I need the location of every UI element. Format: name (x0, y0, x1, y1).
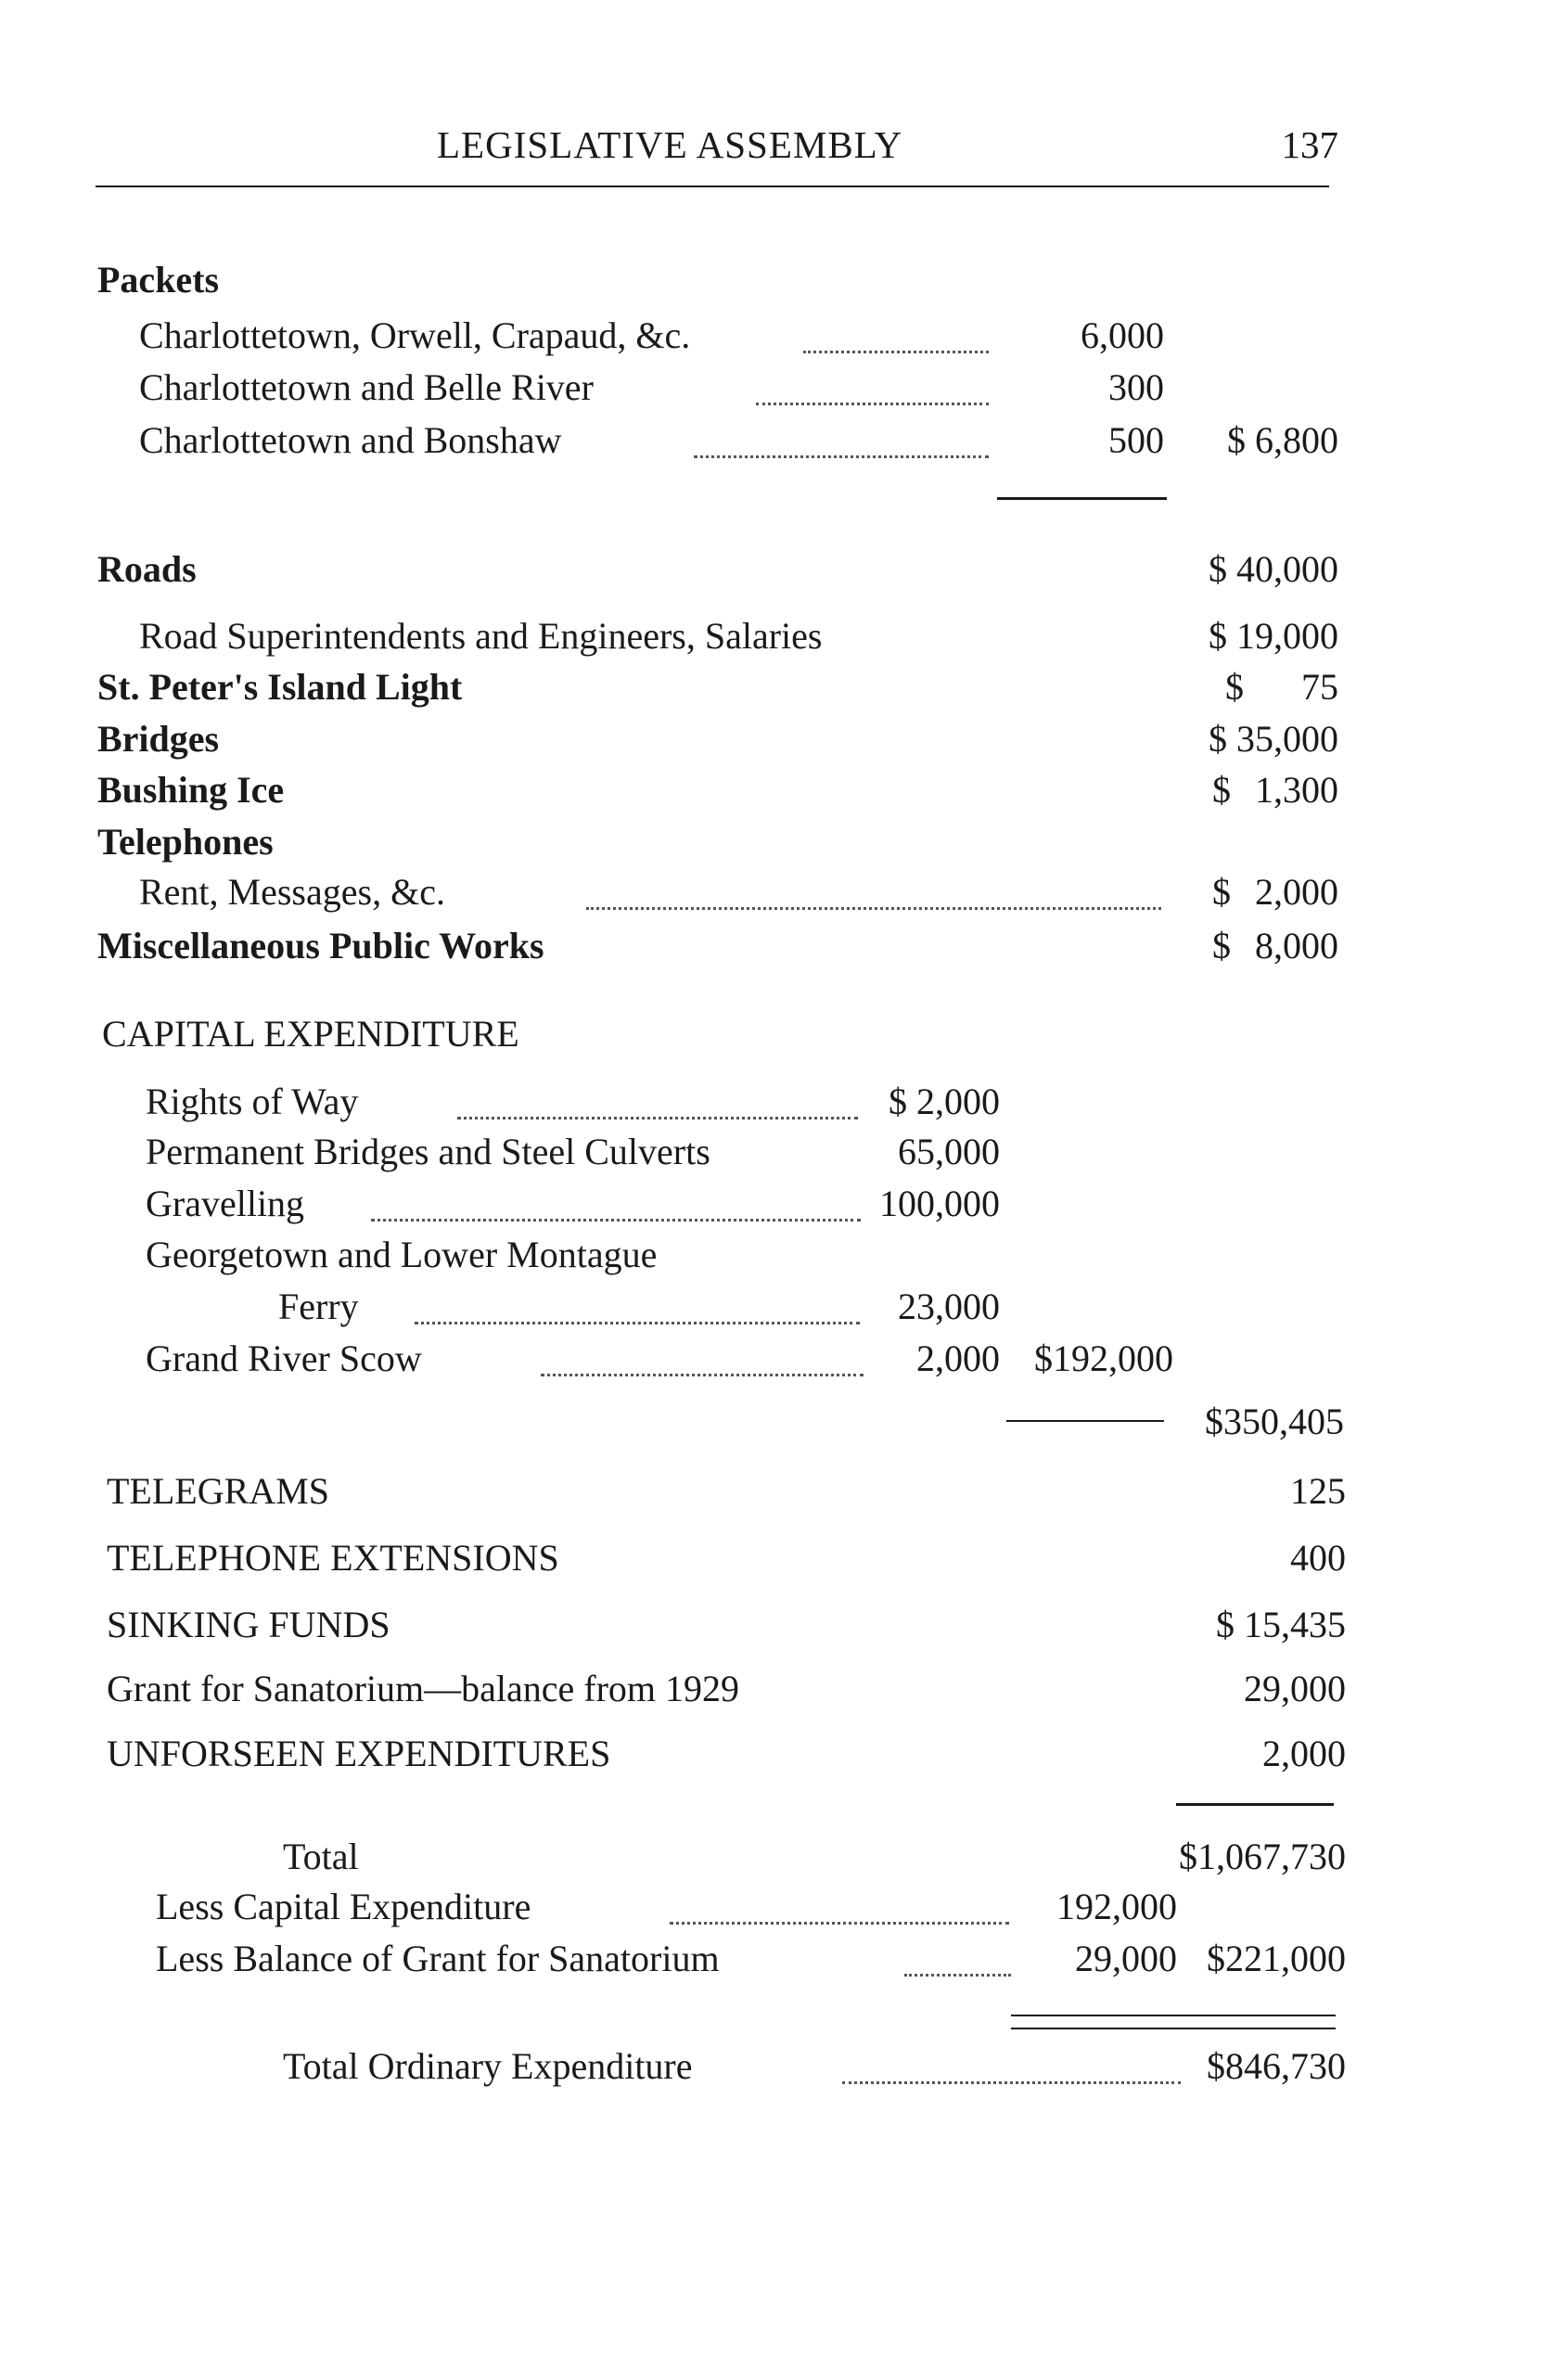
ordinary-expenditure-amount: $846,730 (1207, 2045, 1346, 2087)
bushing-ice-label: Bushing Ice (97, 769, 285, 811)
capital-row-2-amount: 65,000 (898, 1131, 1000, 1172)
less-capital-amount: 192,000 (1056, 1886, 1177, 1927)
telephone-extensions-amount: 400 (1290, 1537, 1346, 1579)
bridges-label: Bridges (97, 718, 220, 760)
st-peters-amount: $ 75 (1225, 666, 1338, 708)
packets-total: $ 6,800 (1227, 419, 1338, 461)
leader-dots (541, 1374, 864, 1376)
bridges-amount: $ 35,000 (1209, 718, 1338, 760)
capital-row-3-label: Gravelling (146, 1183, 305, 1224)
misc-label: Miscellaneous Public Works (97, 925, 544, 966)
less-sanatorium-label: Less Balance of Grant for Sanatorium (156, 1938, 720, 1979)
rent-label: Rent, Messages, &c. (139, 871, 445, 913)
capital-row-6-label: Grand River Scow (146, 1337, 422, 1379)
sanatorium-grant-amount: 29,000 (1244, 1668, 1346, 1709)
total-amount: $1,067,730 (1179, 1836, 1346, 1877)
packets-row-3-amount: 500 (1108, 419, 1164, 461)
capital-row-1-amount: $ 2,000 (889, 1081, 1000, 1122)
capital-heading: CAPITAL EXPENDITURE (102, 1013, 519, 1055)
ordinary-expenditure-label: Total Ordinary Expenditure (283, 2045, 693, 2087)
packets-row-2-amount: 300 (1108, 366, 1164, 408)
leader-dots (756, 403, 989, 405)
running-head-title: LEGISLATIVE ASSEMBLY (437, 123, 903, 166)
unforseen-amount: 2,000 (1262, 1733, 1346, 1774)
telephones-label: Telephones (97, 821, 274, 863)
leader-dots (457, 1117, 858, 1120)
page-number: 137 (1281, 123, 1338, 166)
grand-subtotal: $350,405 (1205, 1401, 1344, 1442)
leader-dots (904, 1974, 1011, 1977)
capital-total: $192,000 (1034, 1337, 1173, 1379)
capital-row-5-label: Ferry (278, 1286, 359, 1327)
sanatorium-grant-label: Grant for Sanatorium—balance from 1929 (107, 1668, 740, 1709)
leader-dots (371, 1219, 861, 1222)
bushing-ice-amount: $ 1,300 (1212, 769, 1338, 811)
leader-dots (842, 2081, 1181, 2084)
sinking-funds-amount: $ 15,435 (1216, 1604, 1346, 1645)
road-supt-label: Road Superintendents and Engineers, Salaries (139, 615, 823, 657)
capital-row-6-amount: 2,000 (916, 1337, 1000, 1379)
roads-label: Roads (97, 548, 197, 590)
leader-dots (415, 1322, 860, 1324)
leader-dots (803, 351, 989, 353)
less-total: $221,000 (1207, 1938, 1346, 1979)
header-rule (96, 186, 1329, 187)
capital-subtotal-rule (1006, 1420, 1164, 1422)
total-label: Total (283, 1836, 359, 1877)
leader-dots (586, 907, 1161, 910)
roads-amount: $ 40,000 (1209, 548, 1338, 590)
capital-row-1-label: Rights of Way (146, 1081, 359, 1122)
st-peters-label: St. Peter's Island Light (97, 666, 463, 708)
less-capital-label: Less Capital Expenditure (156, 1886, 531, 1927)
packets-row-1-label: Charlottetown, Orwell, Crapaud, &c. (139, 314, 691, 356)
packets-row-3-label: Charlottetown and Bonshaw (139, 419, 562, 461)
capital-row-4-label: Georgetown and Lower Montague (146, 1234, 658, 1275)
capital-row-5-amount: 23,000 (898, 1286, 1000, 1327)
packets-row-2-label: Charlottetown and Belle River (139, 366, 594, 408)
rent-amount: $ 2,000 (1212, 871, 1338, 913)
misc-amount: $ 8,000 (1212, 925, 1338, 966)
packets-subtotal-rule (997, 497, 1167, 500)
capital-row-2-label: Permanent Bridges and Steel Culverts (146, 1131, 710, 1172)
other-subtotal-rule (1176, 1803, 1334, 1806)
sinking-funds-label: SINKING FUNDS (107, 1604, 390, 1645)
road-supt-amount: $ 19,000 (1209, 615, 1338, 657)
telegrams-amount: 125 (1290, 1470, 1346, 1512)
less-sanatorium-amount: 29,000 (1075, 1938, 1177, 1979)
unforseen-label: UNFORSEEN EXPENDITURES (107, 1733, 611, 1774)
leader-dots (670, 1922, 1009, 1925)
total-double-rule-bottom (1011, 2028, 1336, 2029)
leader-dots (694, 455, 989, 458)
telephone-extensions-label: TELEPHONE EXTENSIONS (107, 1537, 559, 1579)
packets-heading: Packets (97, 259, 220, 301)
packets-row-1-amount: 6,000 (1081, 314, 1164, 356)
total-double-rule-top (1011, 2015, 1336, 2016)
telegrams-label: TELEGRAMS (107, 1470, 329, 1512)
capital-row-3-amount: 100,000 (879, 1183, 1000, 1224)
